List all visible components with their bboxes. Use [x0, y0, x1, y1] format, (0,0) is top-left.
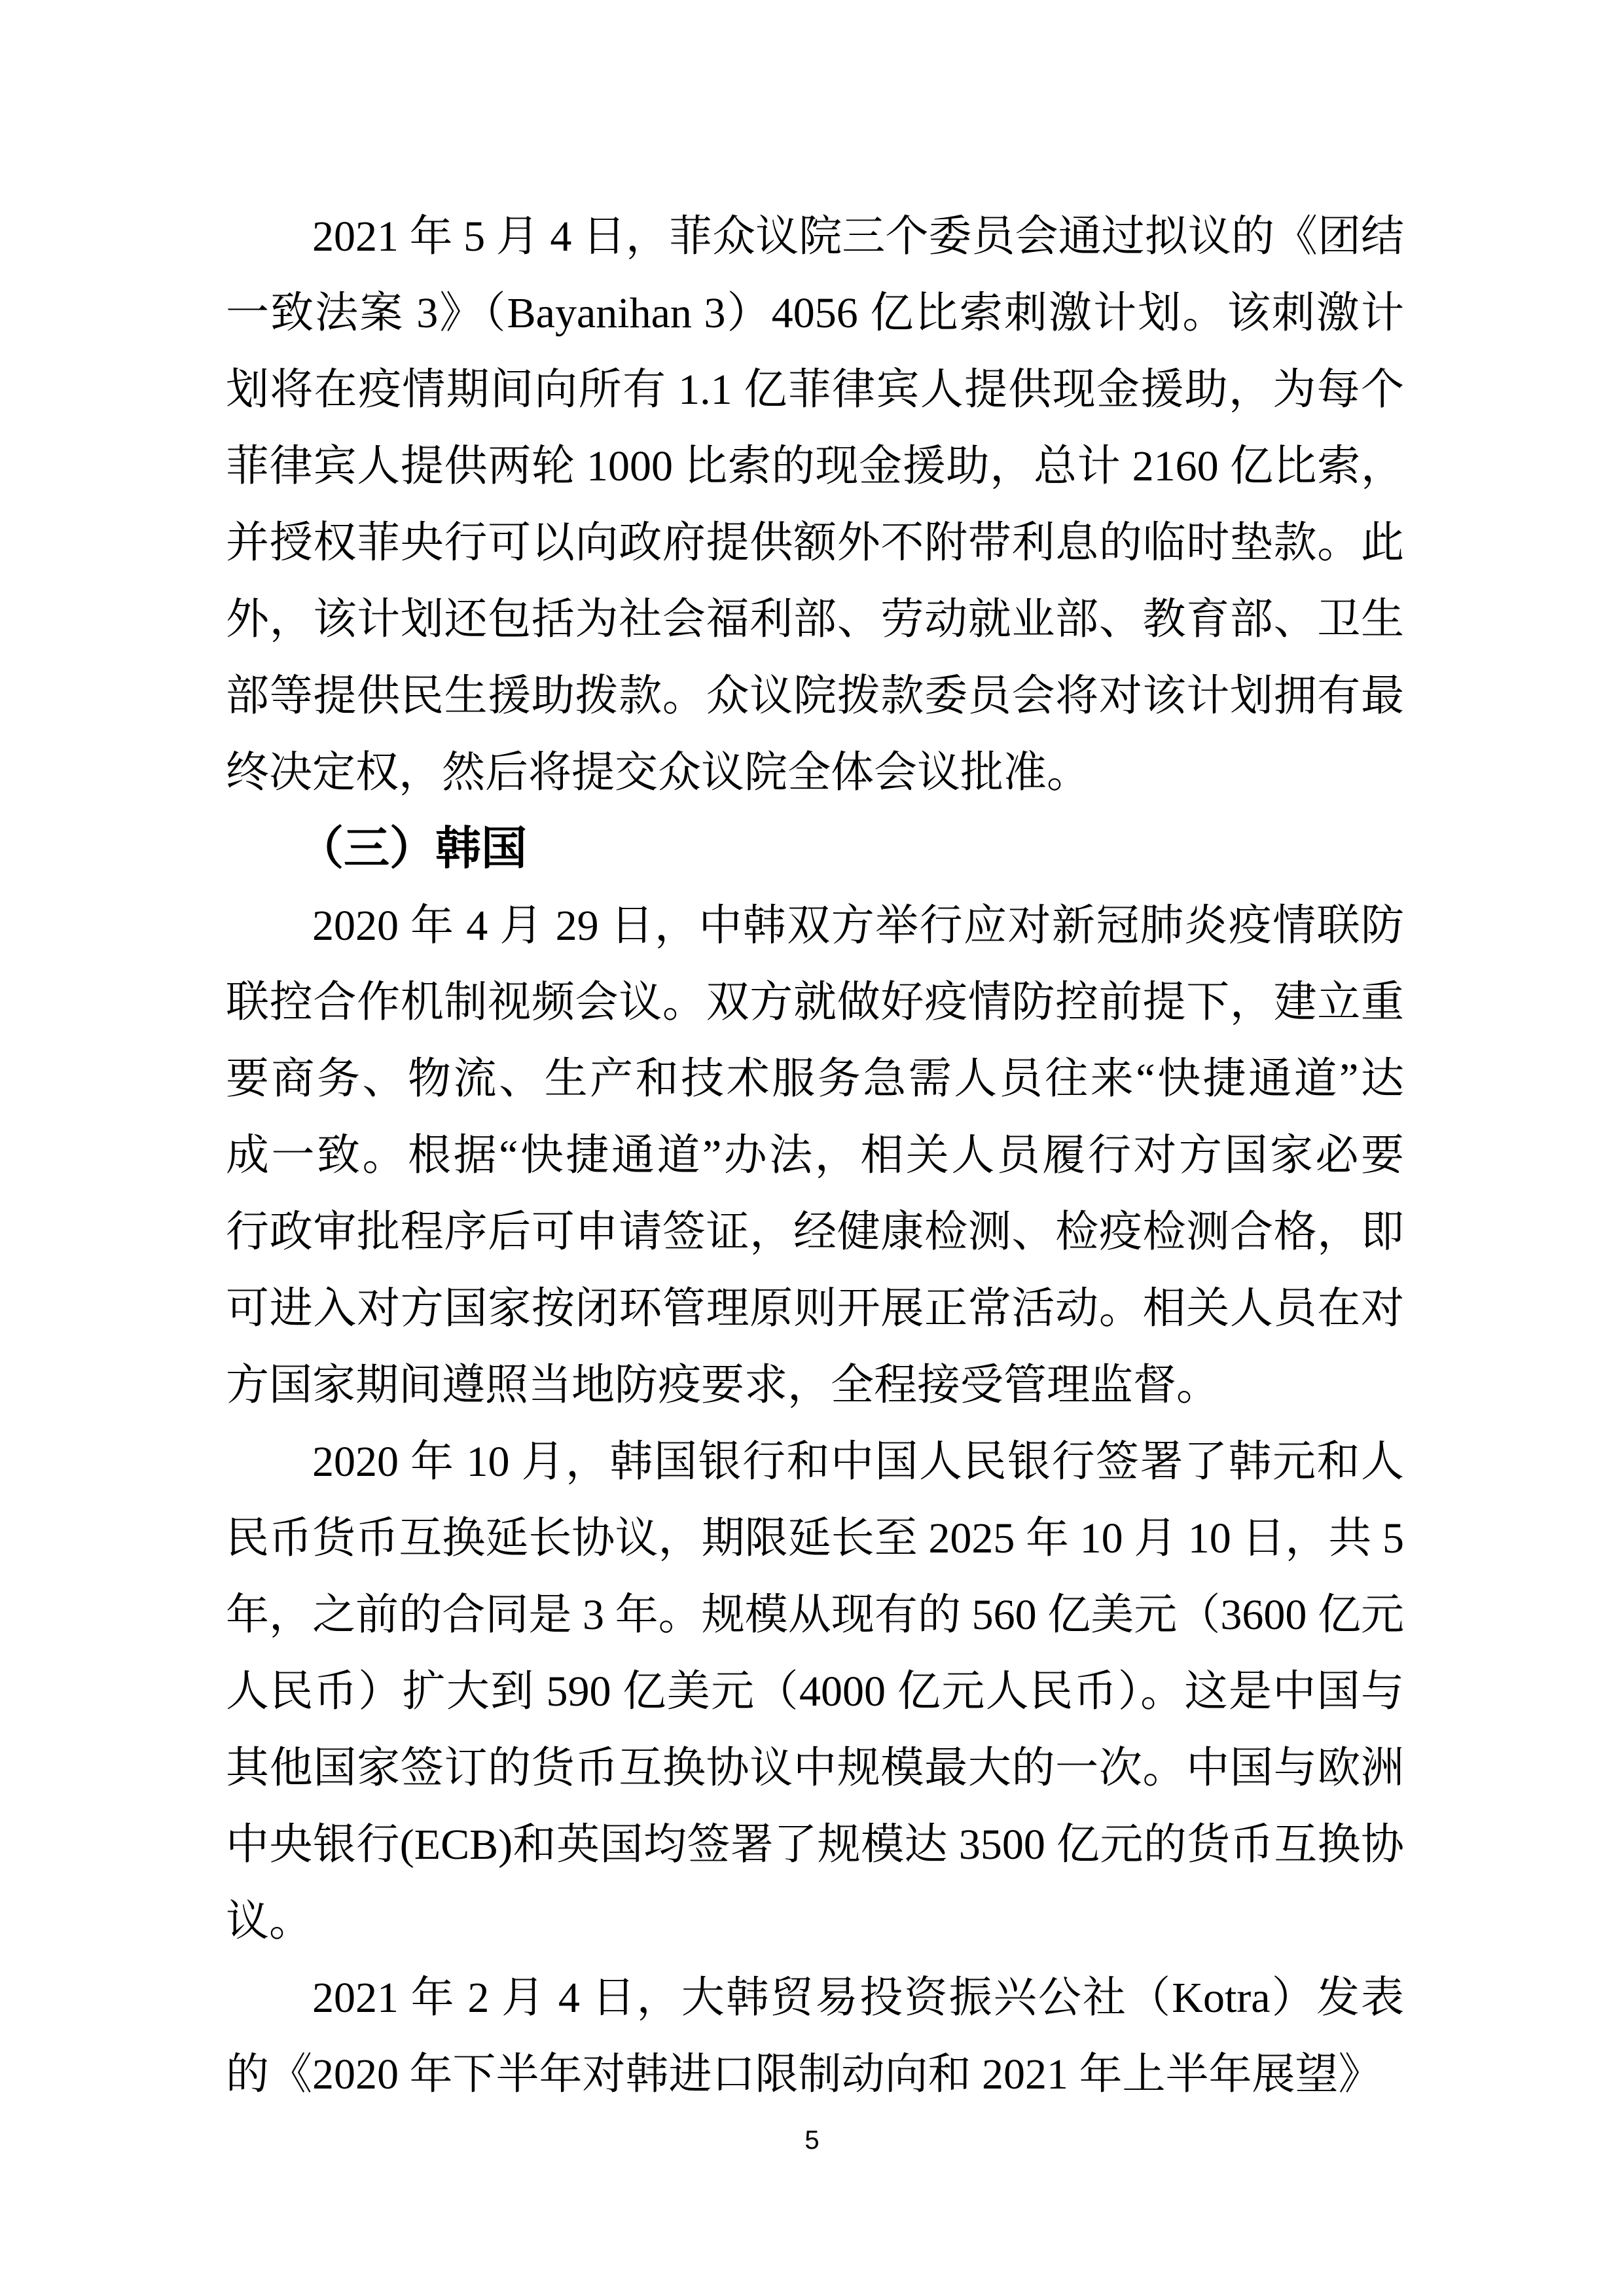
text-line: 划将在疫情期间向所有 1.1 亿菲律宾人提供现金援助，为每个 [226, 366, 1404, 414]
text-line: 菲律宾人提供两轮 1000 比索的现金援助，总计 2160 亿比索， [226, 442, 1404, 490]
text-line: 的《2020 年下半年对韩进口限制动向和 2021 年上半年展望》 [226, 2051, 1382, 2098]
text-line: 一致法案 3》（Bayanihan 3）4056 亿比索刺激计划。该刺激计 [226, 289, 1404, 337]
text-line: 2020 年 10 月，韩国银行和中国人民银行签署了韩元和人 [312, 1438, 1404, 1486]
page-footer [0, 2126, 1624, 2155]
text-line: 年，之前的合同是 3 年。规模从现有的 560 亿美元（3600 亿元 [226, 1591, 1404, 1639]
section-heading [226, 811, 1404, 888]
text-line: 议。 [226, 1897, 312, 1945]
document-body [226, 198, 1404, 2113]
text-line: 2021 年 2 月 4 日，大韩贸易投资振兴公社（Kotra）发表 [312, 1974, 1404, 2022]
text-line: （三）韩国 [298, 824, 527, 874]
text-line: 终决定权，然后将提交众议院全体会议批准。 [226, 749, 1090, 797]
text-line: 其他国家签订的货币互换协议中规模最大的一次。中国与欧洲 [226, 1744, 1404, 1792]
text-line: 方国家期间遵照当地防疫要求，全程接受管理监督。 [226, 1361, 1219, 1409]
paragraph [226, 1424, 1404, 1960]
paragraph [226, 1960, 1404, 2113]
text-line: 2021 年 5 月 4 日，菲众议院三个委员会通过拟议的《团结 [312, 213, 1404, 260]
text-line: 中央银行(ECB)和英国均签署了规模达 3500 亿元的货币互换协 [226, 1821, 1404, 1869]
text-line: 联控合作机制视频会议。双方就做好疫情防控前提下，建立重 [226, 978, 1404, 1026]
text-line: 部等提供民生援助拨款。众议院拨款委员会将对该计划拥有最 [226, 672, 1404, 720]
text-line: 2020 年 4 月 29 日，中韩双方举行应对新冠肺炎疫情联防 [312, 902, 1404, 950]
paragraph [226, 888, 1404, 1424]
text-line: 民币货币互换延长协议，期限延长至 2025 年 10 月 10 日，共 5 [226, 1515, 1404, 1562]
page-number: 5 [804, 2126, 820, 2155]
text-line: 要商务、物流、生产和技术服务急需人员往来“快捷通道”达 [226, 1055, 1404, 1103]
text-line: 成一致。根据“快捷通道”办法，相关人员履行对方国家必要 [226, 1132, 1404, 1179]
text-line: 可进入对方国家按闭环管理原则开展正常活动。相关人员在对 [226, 1285, 1404, 1333]
text-line: 人民币）扩大到 590 亿美元（4000 亿元人民币）。这是中国与 [226, 1668, 1404, 1715]
text-line: 并授权菲央行可以向政府提供额外不附带利息的临时垫款。此 [226, 519, 1404, 567]
text-line: 行政审批程序后可申请签证，经健康检测、检疫检测合格，即 [226, 1208, 1404, 1256]
paragraph [226, 198, 1404, 811]
text-line: 外，该计划还包括为社会福利部、劳动就业部、教育部、卫生 [226, 596, 1404, 643]
